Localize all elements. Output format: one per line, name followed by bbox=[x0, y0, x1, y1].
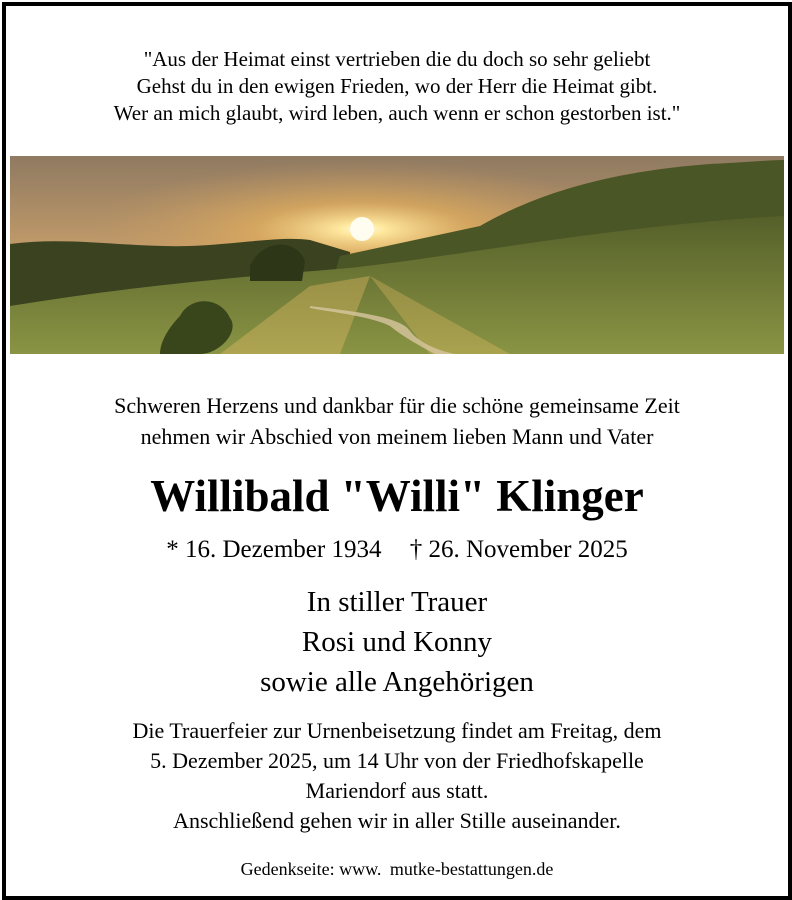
obituary-notice bbox=[2, 2, 792, 900]
memorial-website bbox=[6, 857, 788, 881]
intro-text bbox=[6, 390, 788, 452]
mourners bbox=[6, 582, 788, 702]
death-date: † 26. November 2025 bbox=[409, 536, 628, 563]
life-dates bbox=[6, 534, 788, 566]
website-link[interactable]: mutke-bestattungen.de bbox=[389, 859, 554, 879]
birth-date: * 16. Dezember 1934 bbox=[166, 536, 382, 563]
service-line: Die Trauerfeier zur Urnenbeisetzung findet am Freitag, dem bbox=[132, 718, 662, 743]
service-line: Anschließend gehen wir in aller Stille auseinander. bbox=[173, 808, 621, 833]
funeral-service-info bbox=[6, 716, 788, 836]
sunset-landscape-image bbox=[10, 156, 784, 354]
service-line: 5. Dezember 2025, um 14 Uhr von der Friedhofskapelle bbox=[150, 748, 644, 773]
quote-line: "Aus der Heimat einst vertrieben die du doch so sehr geliebt bbox=[143, 47, 651, 71]
service-line: Mariendorf aus statt. bbox=[305, 778, 489, 803]
mourners-line: In stiller Trauer bbox=[306, 586, 488, 618]
deceased-name: Willibald "Willi" Klinger bbox=[150, 471, 644, 521]
quote-line: Gehst du in den ewigen Frieden, wo der Herr die Heimat gibt. bbox=[136, 74, 658, 98]
bible-quote bbox=[6, 46, 788, 127]
intro-line: nehmen wir Abschied von meinem lieben Mann und Vater bbox=[140, 424, 654, 449]
website-label: Gedenkseite: www. bbox=[240, 859, 382, 879]
quote-line: Wer an mich glaubt, wird leben, auch wenn er schon gestorben ist." bbox=[113, 101, 681, 125]
intro-line: Schweren Herzens und dankbar für die schöne gemeinsame Zeit bbox=[114, 393, 680, 418]
sunset-landscape-photo bbox=[10, 156, 784, 354]
mourners-line: sowie alle Angehörigen bbox=[260, 666, 534, 698]
mourners-line: Rosi und Konny bbox=[301, 626, 493, 658]
